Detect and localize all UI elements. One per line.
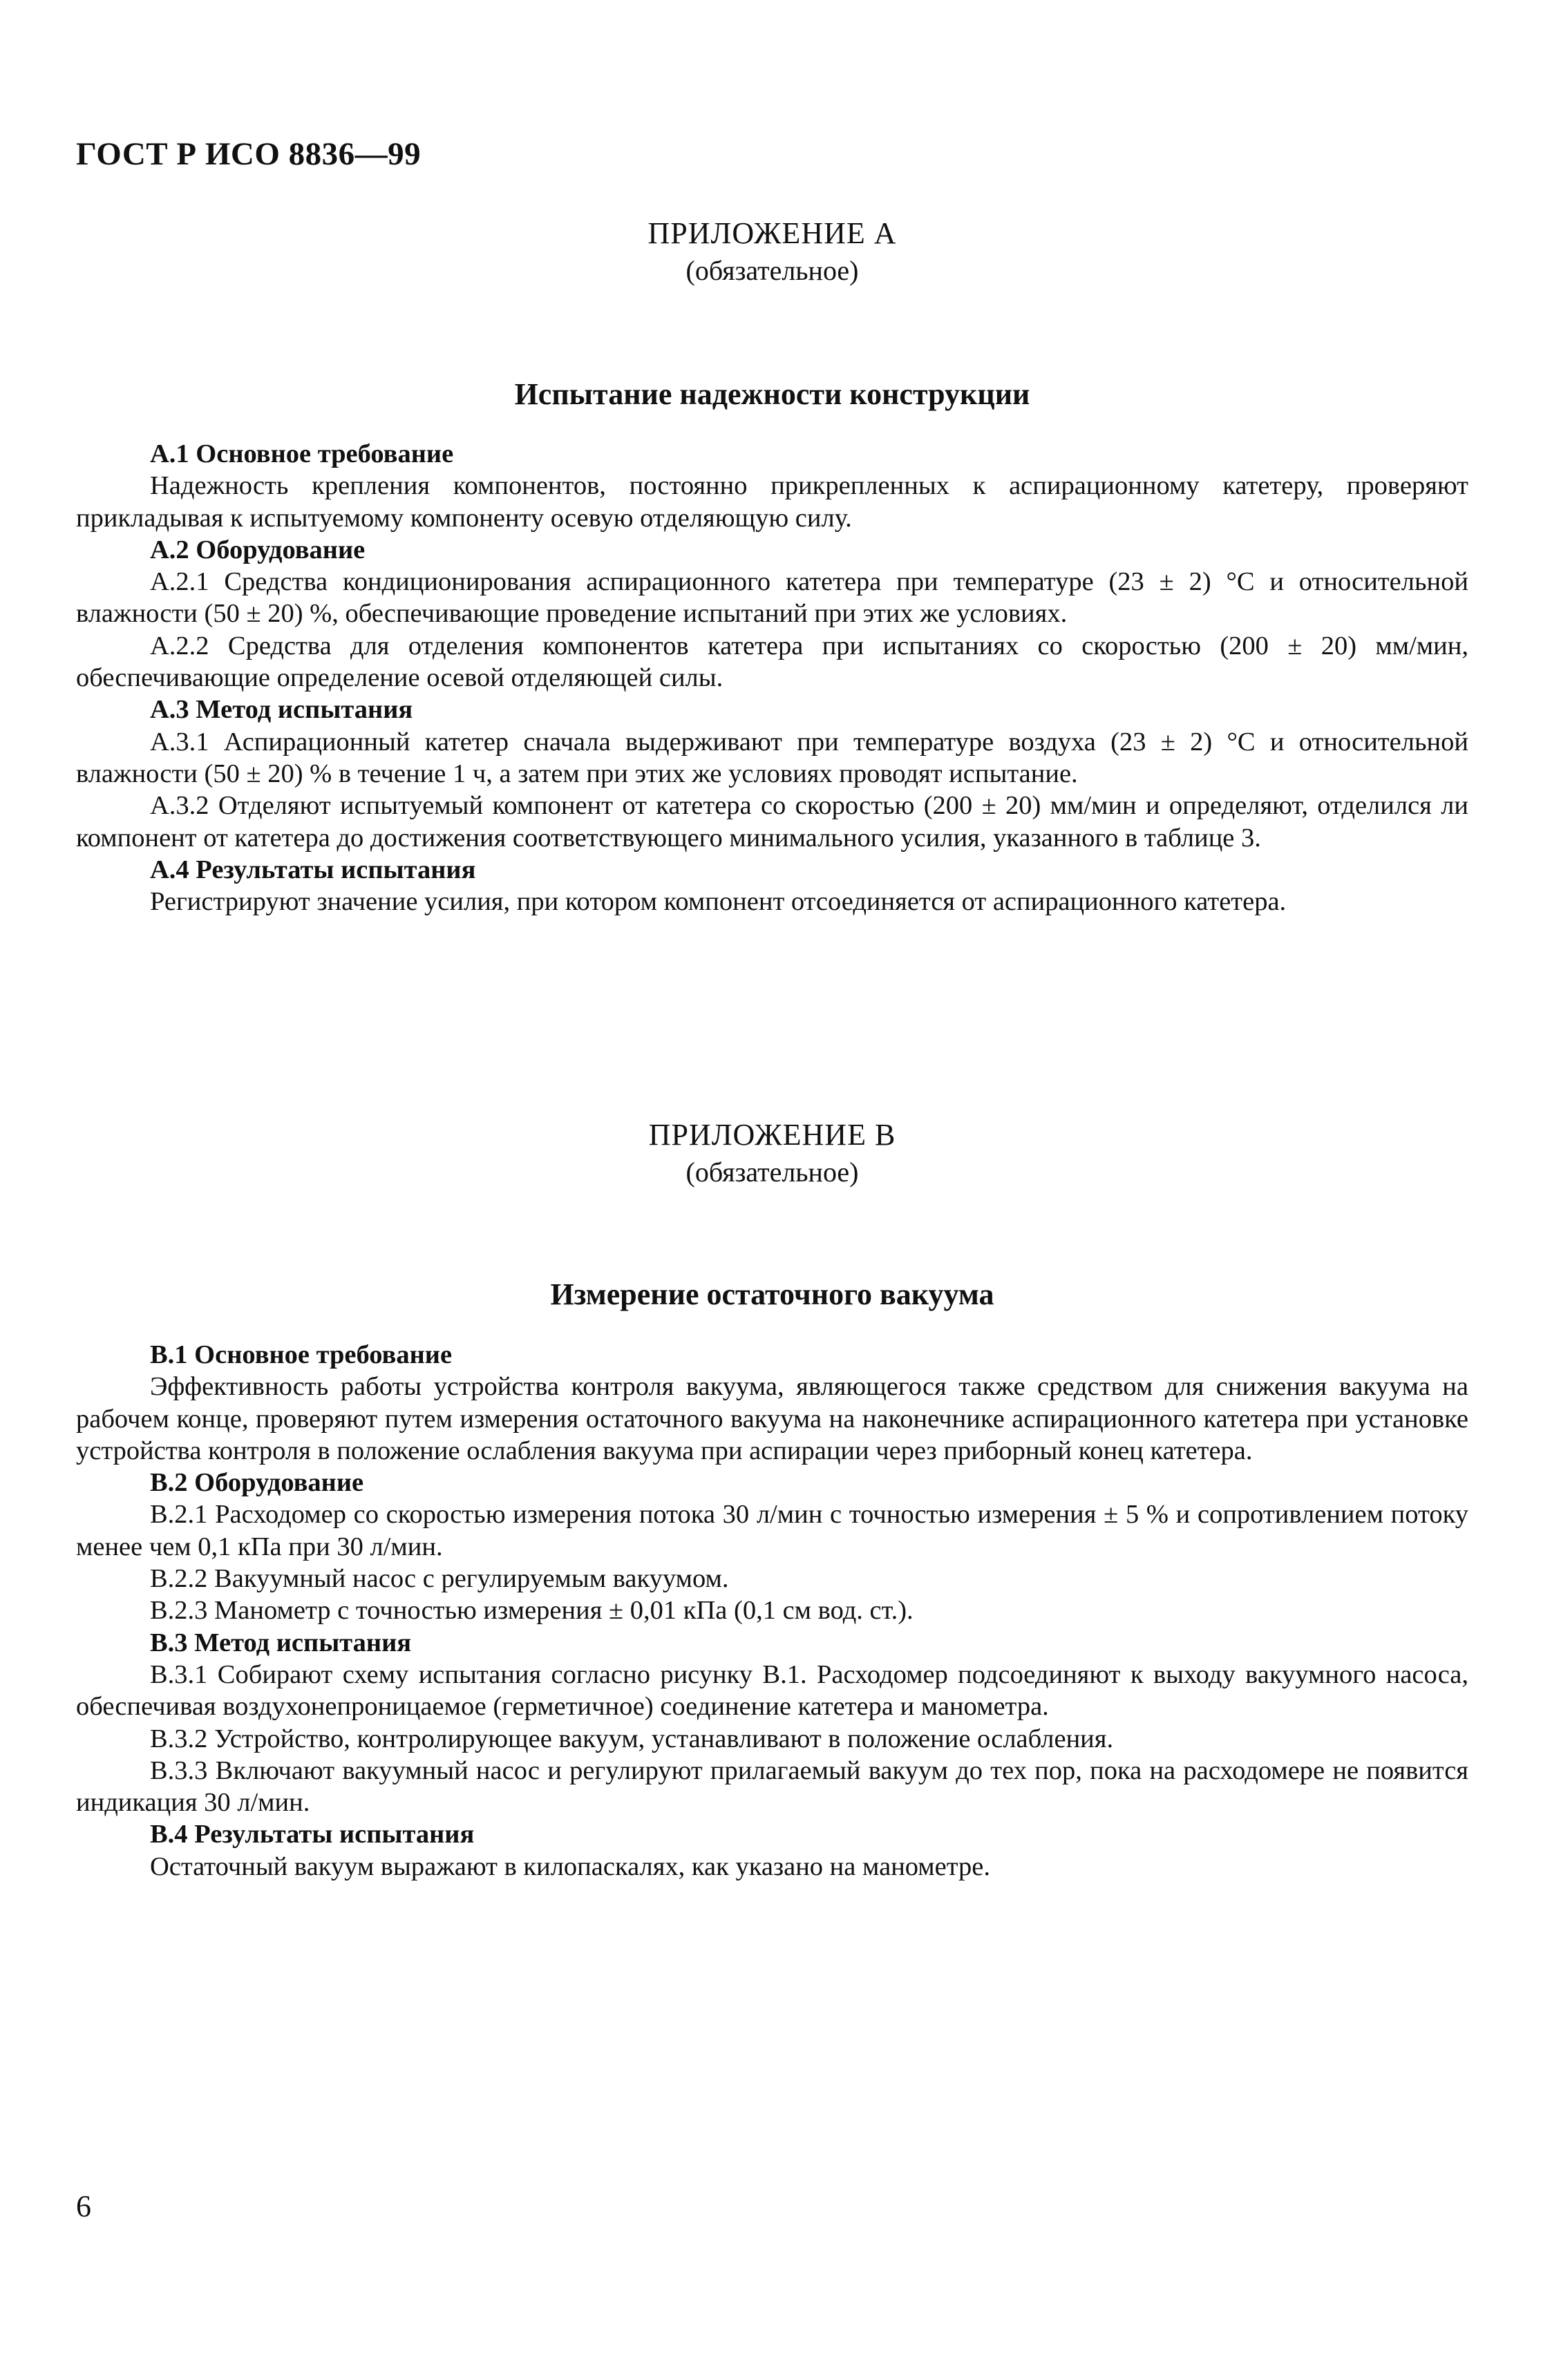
annex-b-para-5: В.2.3 Манометр с точностью измерения ± 0,01 кПа (0,1 см вод. ст.).	[150, 1596, 914, 1626]
annex-a-para-5: А.3 Метод испытания	[150, 695, 413, 725]
annex-b-label: ПРИЛОЖЕНИЕ В	[648, 1118, 896, 1152]
annex-b-para-11: Остаточный вакуум выражают в килопаскалях, как указано на манометре.	[150, 1851, 991, 1881]
document-code: ГОСТ Р ИСО 8836—99	[76, 136, 422, 172]
annex-b-para-0: В.1 Основное требование	[150, 1340, 453, 1369]
annex-a-title: Испытание надежности конструкции	[514, 377, 1030, 411]
annex-a-kind: (обязательное)	[685, 255, 859, 286]
annex-b-para-2: В.2 Оборудование	[150, 1468, 364, 1498]
annex-b-title: Измерение остаточного вакуума	[550, 1277, 994, 1311]
annex-a-para-8: А.4 Результаты испытания	[150, 855, 476, 884]
annex-a-para-1: Надежность крепления компонентов, постоянно прикрепленных к аспирационному катетеру, проверяют прикладывая к испытуемому компоненту осевую отделяющую силу.	[76, 471, 1468, 533]
annex-b-heading	[76, 1116, 1468, 1190]
annex-a-label: ПРИЛОЖЕНИЕ А	[647, 216, 897, 250]
annex-a-para-7: А.3.2 Отделяют испытуемый компонент от катетера со скоростью (200 ± 20) мм/мин и определяют, отделился ли компонент от катетера до достижения соответствующего минимального усилия, указанного в таблице 3.	[76, 791, 1468, 853]
annex-a-para-0: А.1 Основное требование	[150, 439, 454, 468]
annex-b-para-10: В.4 Результаты испытания	[150, 1820, 475, 1849]
annex-a-para-9: Регистрируют значение усилия, при котором компонент отсоединяется от аспирационного катетера.	[150, 887, 1287, 917]
annex-a-para-6: А.3.1 Аспирационный катетер сначала выдерживают при температуре воздуха (23 ± 2) °С и относительной влажности (50 ± 20) % в течение 1 ч, а затем при этих же условиях проводят испытание.	[76, 727, 1468, 788]
annex-b-para-8: В.3.2 Устройство, контролирующее вакуум, устанавливают в положение ослабления.	[150, 1724, 1114, 1753]
annex-b-body	[76, 1339, 1468, 1883]
annex-b-para-7: В.3.1 Собирают схему испытания согласно рисунку В.1. Расходомер подсоединяют к выходу вакуумного насоса, обеспечивая воздухонепроницаемое (герметичное) соединение катетера и манометра.	[76, 1659, 1468, 1722]
annex-b-kind: (обязательное)	[685, 1156, 859, 1188]
annex-b-para-4: В.2.2 Вакуумный насос с регулируемым вакуумом.	[150, 1564, 729, 1594]
annex-a-para-2: А.2 Оборудование	[150, 535, 366, 564]
annex-a-para-3: А.2.1 Средства кондиционирования аспирационного катетера при температуре (23 ± 2) °С и относительной влажности (50 ± 20) %, обеспечивающие проведение испытаний при этих же условиях.	[76, 567, 1468, 629]
annex-a-heading	[76, 214, 1468, 289]
annex-b-para-9: В.3.3 Включают вакуумный насос и регулируют прилагаемый вакуум до тех пор, пока на расходомере не появится индикация 30 л/мин.	[76, 1755, 1468, 1818]
page-number: 6	[76, 2189, 91, 2223]
annex-a-para-4: А.2.2 Средства для отделения компонентов катетера при испытаниях со скоростью (200 ± 20) мм/мин, обеспечивающие определение осевой отделяющей силы.	[76, 631, 1468, 693]
annex-b-para-1: Эффективность работы устройства контроля вакуума, являющегося также средством для снижения вакуума на рабочем конце, проверяют путем измерения остаточного вакуума на наконечнике аспирационного катетера при установке устройства контроля в положение ослабления вакуума при аспирации через приборный конец катетера.	[76, 1372, 1468, 1465]
annex-a-body	[76, 438, 1468, 917]
annex-b-para-3: В.2.1 Расходомер со скоростью измерения потока 30 л/мин с точностью измерения ± 5 % и сопротивлением потоку менее чем 0,1 кПа при 30 л/мин.	[76, 1500, 1468, 1561]
annex-b-para-6: В.3 Метод испытания	[150, 1628, 412, 1657]
